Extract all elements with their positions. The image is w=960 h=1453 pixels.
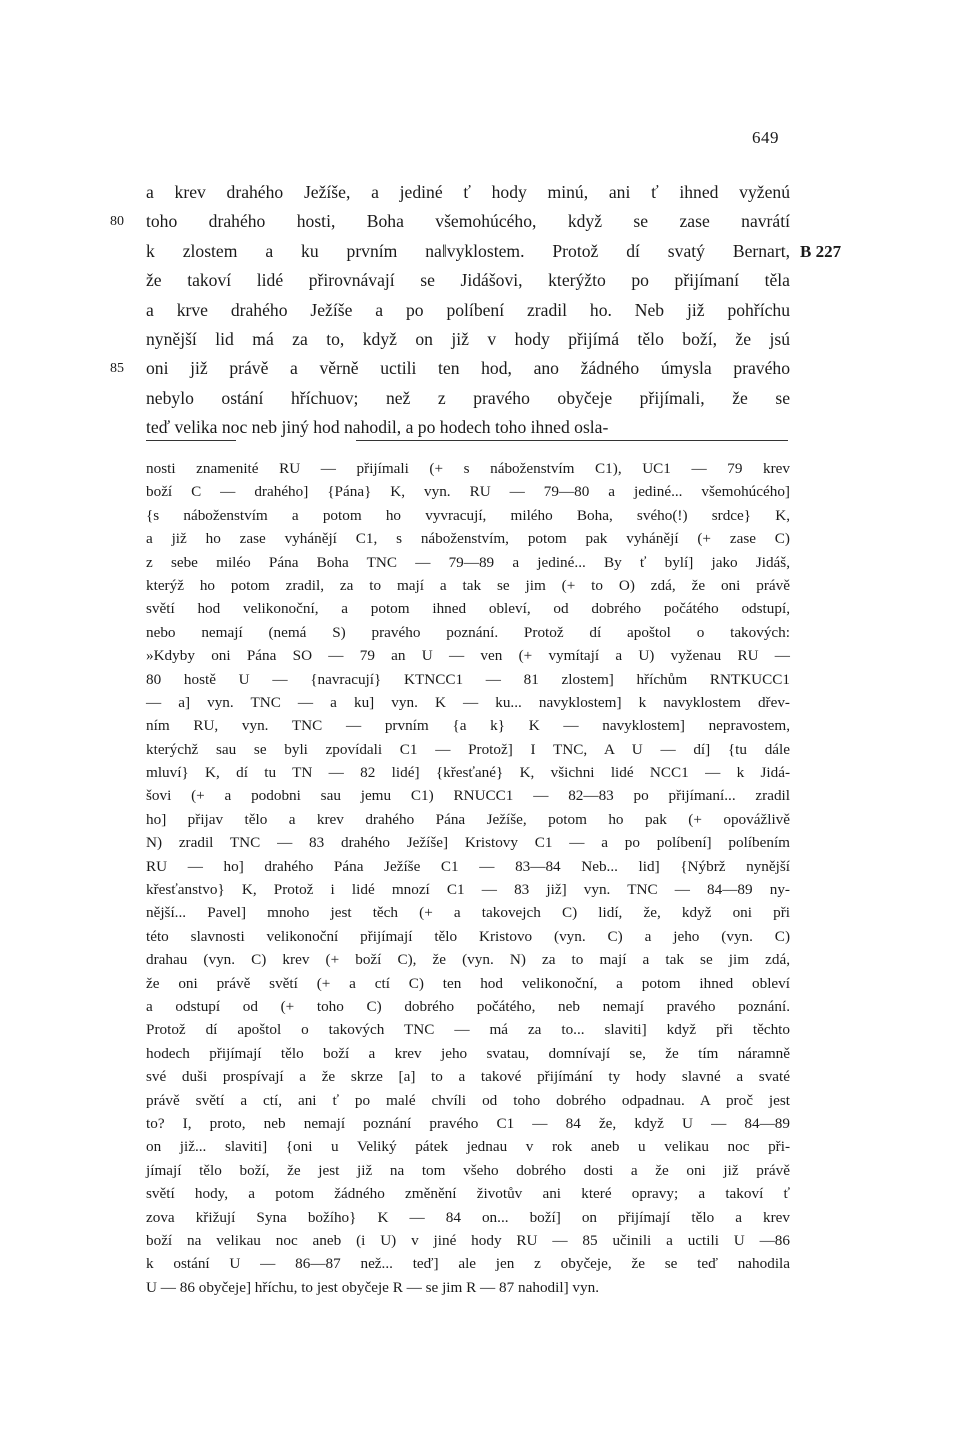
apparatus-line: ním RU, vyn. TNC — prvním {a k} K — navyklostem] nepravostem, <box>146 717 790 735</box>
line-number: 80 <box>110 214 124 230</box>
line-text: nebylo ostání hříchuov; než z pravého obyčeje přijímali, že se <box>146 387 790 408</box>
text-line <box>110 354 790 383</box>
line-text: teď velika noc neb jiný hod nahodil, a po hodech toho ihned osla- <box>146 417 609 438</box>
apparatus-line: »Kdyby oni Pána SO — 79 an U — ven (+ vymítají a U) vyženau RU — <box>146 647 790 665</box>
apparatus-line: této slavnosti velikonoční přijímají tělo Kristovo (vyn. C) a jeho (vyn. C) <box>146 927 790 945</box>
separator-rule <box>356 440 788 441</box>
text-line <box>146 237 842 266</box>
apparatus-line: — a] vyn. TNC — a ku] vyn. K — ku... navyklostem] k navyklostem dřev- <box>146 693 790 711</box>
apparatus-line: hodech přijímají tělo boží a krev jeho svatau, domnívají se, že tím náramně <box>146 1044 790 1062</box>
apparatus-line: 80 hostě U — {navracují} KTNCC1 — 81 zlostem] hříchům RNTKUCC1 <box>146 670 790 688</box>
text-line <box>110 207 790 236</box>
apparatus-line: RU — ho] drahého Pána Ježíše C1 — 83—84 Neb... lid] {Nýbrž nynější <box>146 857 790 875</box>
text-line <box>146 384 790 413</box>
apparatus-line: zova křižují Syna božího} K — 84 on... boží] on přijímají tělo a krev <box>146 1208 790 1226</box>
line-text: že takoví lidé přirovnávají se Jidášovi, kterýžto po přijímaní těla <box>146 270 790 291</box>
apparatus-line: své duši prospívají a že skrze [a] to a takové přijímání ty hody slavné a svaté <box>146 1068 790 1086</box>
apparatus-line: kterýž ho potom zradil, za to mají a tak se jim (+ to O) zdá, že oni právě <box>146 576 790 594</box>
line-number: 85 <box>110 361 124 377</box>
apparatus-line: to? I, proto, neb nemají poznání pravého C1 — 84 že, když U — 84—89 <box>146 1114 790 1132</box>
line-text: nynější lid má za to, když on již v hody přijímá tělo boží, že jsú <box>146 328 790 349</box>
apparatus-line: a odstupí od (+ toho C) dobrého počátého, neb nemají pravého poznání. <box>146 997 790 1015</box>
apparatus-line: světí hody, a potom žádného změnění životův ani které opravy; a takoví ť <box>146 1185 790 1203</box>
apparatus-line: že oni právě světí (+ a ctí C) ten hod velikonoční, a potom ihned obleví <box>146 974 790 992</box>
apparatus-line: drahau (vyn. C) krev (+ boží C), že (vyn. N) za to mají a tak se jim zdá, <box>146 951 790 969</box>
apparatus-line: U — 86 obyčeje] hříchu, to jest obyčeje R — se jim R — 87 nahodil] vyn. <box>146 1278 600 1296</box>
line-text: k zlostem a ku prvním na‖vyklostem. Protož dí svatý Bernart, <box>146 240 790 261</box>
text-line <box>146 413 790 442</box>
apparatus-line: jímají tělo boží, že jest již na tom všeho dobrého dosti a že oni již právě <box>146 1161 790 1179</box>
apparatus-line: křesťanstvo} K, Protož i lidé mnozí C1 — 83 již] vyn. TNC — 84—89 ny- <box>146 881 790 899</box>
apparatus-line: z sebe miléo Pána Boha TNC — 79—89 a jediné... By ť bylí] jako Jidáš, <box>146 553 790 571</box>
apparatus-line: {s náboženstvím a potom ho vyvracují, milého Boha, svého(!) srdce} K, <box>146 506 790 524</box>
apparatus-line: nější... Pavel] mnoho jest těch (+ a takovejch C) lidí, že, když oni při <box>146 904 790 922</box>
apparatus-line: právě světí a ctí, ani ť po malé chvíli od toho dobrého odpadnau. A proč jest <box>146 1091 790 1109</box>
apparatus-line: on již... slaviti] {oni u Veliký pátek jednau v rok aneb u velikau noc při- <box>146 1138 790 1156</box>
apparatus-line: kterýchž sau se byli zpovídali C1 — Protož] I TNC, A U — dí] {tu dále <box>146 740 790 758</box>
apparatus-line: N) zradil TNC — 83 drahého Ježíše] Kristovy C1 — a po políbení] políbením <box>146 834 790 852</box>
line-text: toho drahého hosti, Boha všemohúcého, když se zase navrátí <box>146 211 790 232</box>
text-line <box>146 325 790 354</box>
line-text: a krve drahého Ježíše a po políbení zradil ho. Neb již pohříchu <box>146 299 790 320</box>
text-line <box>146 266 790 295</box>
page-number: 649 <box>752 128 779 147</box>
main-text <box>110 178 842 443</box>
marginal-reference: B 227 <box>800 241 842 261</box>
critical-apparatus <box>146 457 790 1299</box>
apparatus-line: mluví} K, dí tu TN — 82 lidé] {křesťané} K, všichni lidé NCC1 — k Jidá- <box>146 764 790 782</box>
apparatus-line: nebo nemají (nemá S) pravého poznání. Protož dí apoštol o takových: <box>146 623 790 641</box>
apparatus-line: ho] přijav tělo a krev drahého Pána Ježíše, potom ho pak (+ opovážlivě <box>146 810 790 828</box>
text-line <box>146 296 790 325</box>
line-text: a krev drahého Ježíše, a jediné ť hody minú, ani ť ihned vyženú <box>146 182 790 202</box>
line-text: oni již právě a věrně uctili ten hod, ano žádného úmysla pravého <box>146 358 790 379</box>
apparatus-line: boží C — drahého] {Pána} K, vyn. RU — 79—80 a jediné... všemohúcého] <box>146 483 790 501</box>
apparatus-line: k ostání U — 86—87 než... teď] ale jen z obyčeje, že se teď nahodila <box>146 1255 790 1273</box>
apparatus-line: a již ho zase vyhánějí C1, s náboženstvím, potom pak vyhánějí (+ zase C) <box>146 530 790 548</box>
apparatus-line: boží na velikau noc aneb (i U) v jiné hody RU — 85 učinili a uctili U —86 <box>146 1231 790 1249</box>
text-line <box>146 178 790 207</box>
apparatus-line: Protož dí apoštol o takových TNC — má za to... slaviti] když při těchto <box>146 1021 790 1039</box>
apparatus-line: světí hod velikonoční, a potom ihned obleví, od dobrého počátého odstupí, <box>146 600 790 618</box>
apparatus-line: nosti znamenité RU — přijímali (+ s náboženstvím C1), UC1 — 79 krev <box>146 460 790 477</box>
separator-rule <box>146 440 236 441</box>
apparatus-line: šovi (+ a podobni sau jemu C1) RNUCC1 — 82—83 po přijímaní... zradil <box>146 787 790 805</box>
